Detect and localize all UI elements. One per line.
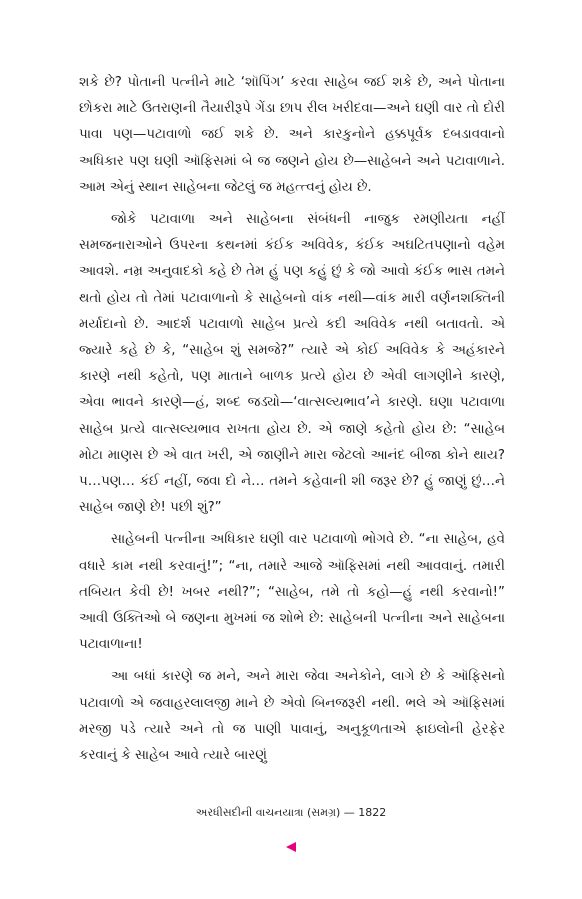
paragraph-2: જોકે પટાવાળા અને સાહેબના સંબંધની નાજુક રમણીયતા નહીં સમજનારાઓને ઉપરના કથનમાં કંઈક અવિવેક, કંઈક અઘટિતપણાનો વહેમ આવશે. નમ્ર અનુવાદકો કહે છે તેમ હું પણ કહું છું કે જો આવો કંઈક ભાસ તમને થતો હોય તો તેમાં પટાવાળાનો કે સાહેબનો વાંક નથી—વાંક મારી વર્ણનશક્તિની મર્યાદાનો છે. આદર્શ પટાવાળો સાહેબ પ્રત્યે કદી અવિવેક નથી બતાવતો. એ જ્યારે કહે છે કે, “સાહેબ શું સમજે?” ત્યારે એ કોઈ અવિવેક કે અહંકારને કારણે નથી કહેતો, પણ માતાને બાળક પ્રત્યે હોય છે એવી લાગણીને કારણે, એવા ભાવને કારણે—હં, શબ્દ જડ્યો—‘વાત્સલ્યભાવ’ને કારણે. ઘણા પટાવાળા સાહેબ પ્રત્યે વાત્સલ્યભાવ રાખતા હોય છે. એ જાણે કહેતો હોય છે: “સાહેબ મોટા માણસ છે એ વાત ખરી, એ જાણીને મારા જેટલો આનંદ બીજા કોને થાય? પ…પણ… કંઈ નહીં, જવા દો ને… તમને કહેવાની શી જરૂર છે? હું જાણું છું…ને સાહેબ જાણે છે! પછી શું?”: [79, 212, 505, 516]
paragraph-1: શકે છે? પોતાની પત્નીને માટે ‘શૉપિંગ’ કરવા સાહેબ જઈ શકે છે, અને પોતાના છોકરા માટે ઉતરાણની તૈયારીરૂપે ગેંડા છાપ રીલ ખરીદવા—અને ઘણી વાર તો દોરી પાવા પણ—પટાવાળો જઈ શકે છે. અને કારકુનોને હક્કપૂર્વક દબડાવવાનો અધિકાર પણ ઘણી ઑફિસમાં બે જ જણને હોય છે—સાહેબને અને પટાવાળાને. આમ એનું સ્થાન સાહેબના જેટલું જ મહત્ત્વનું હોય છે.: [79, 75, 505, 195]
previous-page-arrow-icon[interactable]: [283, 840, 299, 854]
page-footer: અરધીસદીની વાચનયાત્રા (સમગ્ર) — 1822: [195, 806, 387, 819]
paragraph-3: સાહેબની પત્નીના અધિકાર ઘણી વાર પટાવાળો ભોગવે છે. “ના સાહેબ, હવે વધારે કામ નથી કરવાનું!”; “ના, તમારે આજે ઑફિસમાં નથી આવવાનું. તમારી તબિયત કેવી છે! ખબર નથી?”; “સાહેબ, તમે તો કહો—હું નથી કરવાનો!” આવી ઉક્તિઓ બે જણના મુખમાં જ શોભે છે: સાહેબની પત્નીના અને સાહેબના પટાવાળાના!: [79, 532, 505, 653]
body-text: [79, 70, 505, 769]
paragraph-4: આ બધાં કારણે જ મને, અને મારા જેવા અનેકોને, લાગે છે કે ઑફિસનો પટાવાળો એ જવાહરલાલજી માને છે એવો બિનજરૂરી નથી. ભલે એ ઑફિસમાં મરજી પડે ત્યારે અને તો જ પાણી પાવાનું, અનુકૂળતાએ ફાઇલોની હેરફેર કરવાનું કે સાહેબ આવે ત્યારે બારણું: [79, 669, 505, 764]
